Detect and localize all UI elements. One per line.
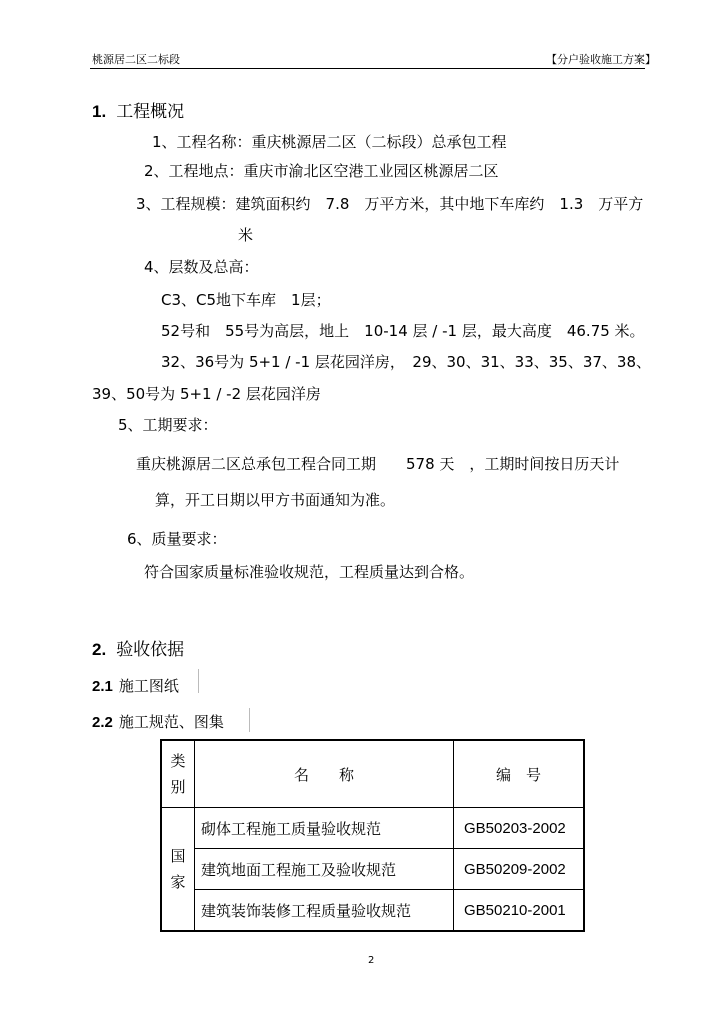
header-name-cell: 名 称: [195, 740, 454, 808]
subsection-2-1-title: 施工图纸: [118, 677, 179, 695]
quality-line-1: 符合国家质量标准验收规范，工程质量达到合格。: [144, 563, 475, 581]
project-scale-line-1: 3、工程规模：建筑面积约 7.8 万平方米，其中地下车库约 1.3 万平方: [136, 195, 644, 213]
standard-name: 砌体工程施工质量验收规范: [195, 808, 454, 849]
table-header-row: [161, 740, 584, 808]
table-row: [161, 890, 584, 932]
cursor-marker-1: [198, 669, 199, 693]
header-category-char-2: 别: [170, 778, 186, 796]
table-row: [161, 849, 584, 890]
header-code-cell: 编 号: [454, 740, 585, 808]
cursor-marker-2: [249, 708, 250, 732]
subsection-2-1-heading: [92, 675, 179, 696]
subsection-2-2-number: 2.2: [92, 714, 113, 731]
header-rule: [90, 68, 645, 69]
section-1-number: 1.: [92, 102, 107, 121]
quality-title: 6、质量要求：: [127, 530, 227, 548]
category-cell-national: [161, 808, 195, 932]
subsection-2-1-number: 2.1: [92, 678, 113, 695]
section-2-title: 验收依据: [116, 640, 185, 660]
category-char-1: 国: [170, 847, 186, 865]
header-project-name: 桃源居二区二标段: [92, 53, 180, 66]
section-1-title: 工程概况: [116, 102, 185, 122]
floors-line-1: C3、C5地下车库 1层；: [161, 291, 331, 309]
standard-name: 建筑地面工程施工及验收规范: [195, 849, 454, 890]
period-line-1: 重庆桃源居二区总承包工程合同工期 578 天 ，工期时间按日历天计: [136, 455, 620, 473]
floors-line-4: 39、50号为 5+1 / -2 层花园洋房: [92, 385, 321, 403]
floors-title: 4、层数及总高：: [144, 258, 259, 276]
section-2-number: 2.: [92, 640, 107, 659]
project-location-line: 2、工程地点：重庆市渝北区空港工业园区桃源居二区: [144, 162, 499, 180]
header-category-char-1: 类: [170, 752, 186, 770]
period-title: 5、工期要求：: [118, 416, 218, 434]
section-1-heading: [92, 97, 184, 122]
standard-code: GB50203-2002: [454, 808, 585, 849]
header-category-cell: [161, 740, 195, 808]
project-scale-line-2: 米: [238, 226, 254, 244]
subsection-2-2-heading: [92, 711, 224, 732]
header-doc-title: 【分户验收施工方案】: [546, 53, 656, 66]
project-name-line: 1、工程名称：重庆桃源居二区（二标段）总承包工程: [152, 133, 507, 151]
standard-code: GB50210-2001: [454, 890, 585, 932]
floors-line-2: 52号和 55号为高层，地上 10-14 层 / -1 层，最大高度 46.75 米。: [161, 322, 645, 340]
standards-table: [160, 739, 585, 932]
section-2-heading: [92, 635, 184, 660]
subsection-2-2-title: 施工规范、图集: [118, 713, 224, 731]
standard-code: GB50209-2002: [454, 849, 585, 890]
table-row: [161, 808, 584, 849]
floors-line-3: 32、36号为 5+1 / -1 层花园洋房， 29、30、31、33、35、37、38、: [161, 353, 652, 371]
page-number: 2: [368, 955, 375, 966]
period-line-2: 算，开工日期以甲方书面通知为准。: [155, 491, 396, 509]
category-char-2: 家: [170, 873, 186, 891]
standard-name: 建筑装饰装修工程质量验收规范: [195, 890, 454, 932]
